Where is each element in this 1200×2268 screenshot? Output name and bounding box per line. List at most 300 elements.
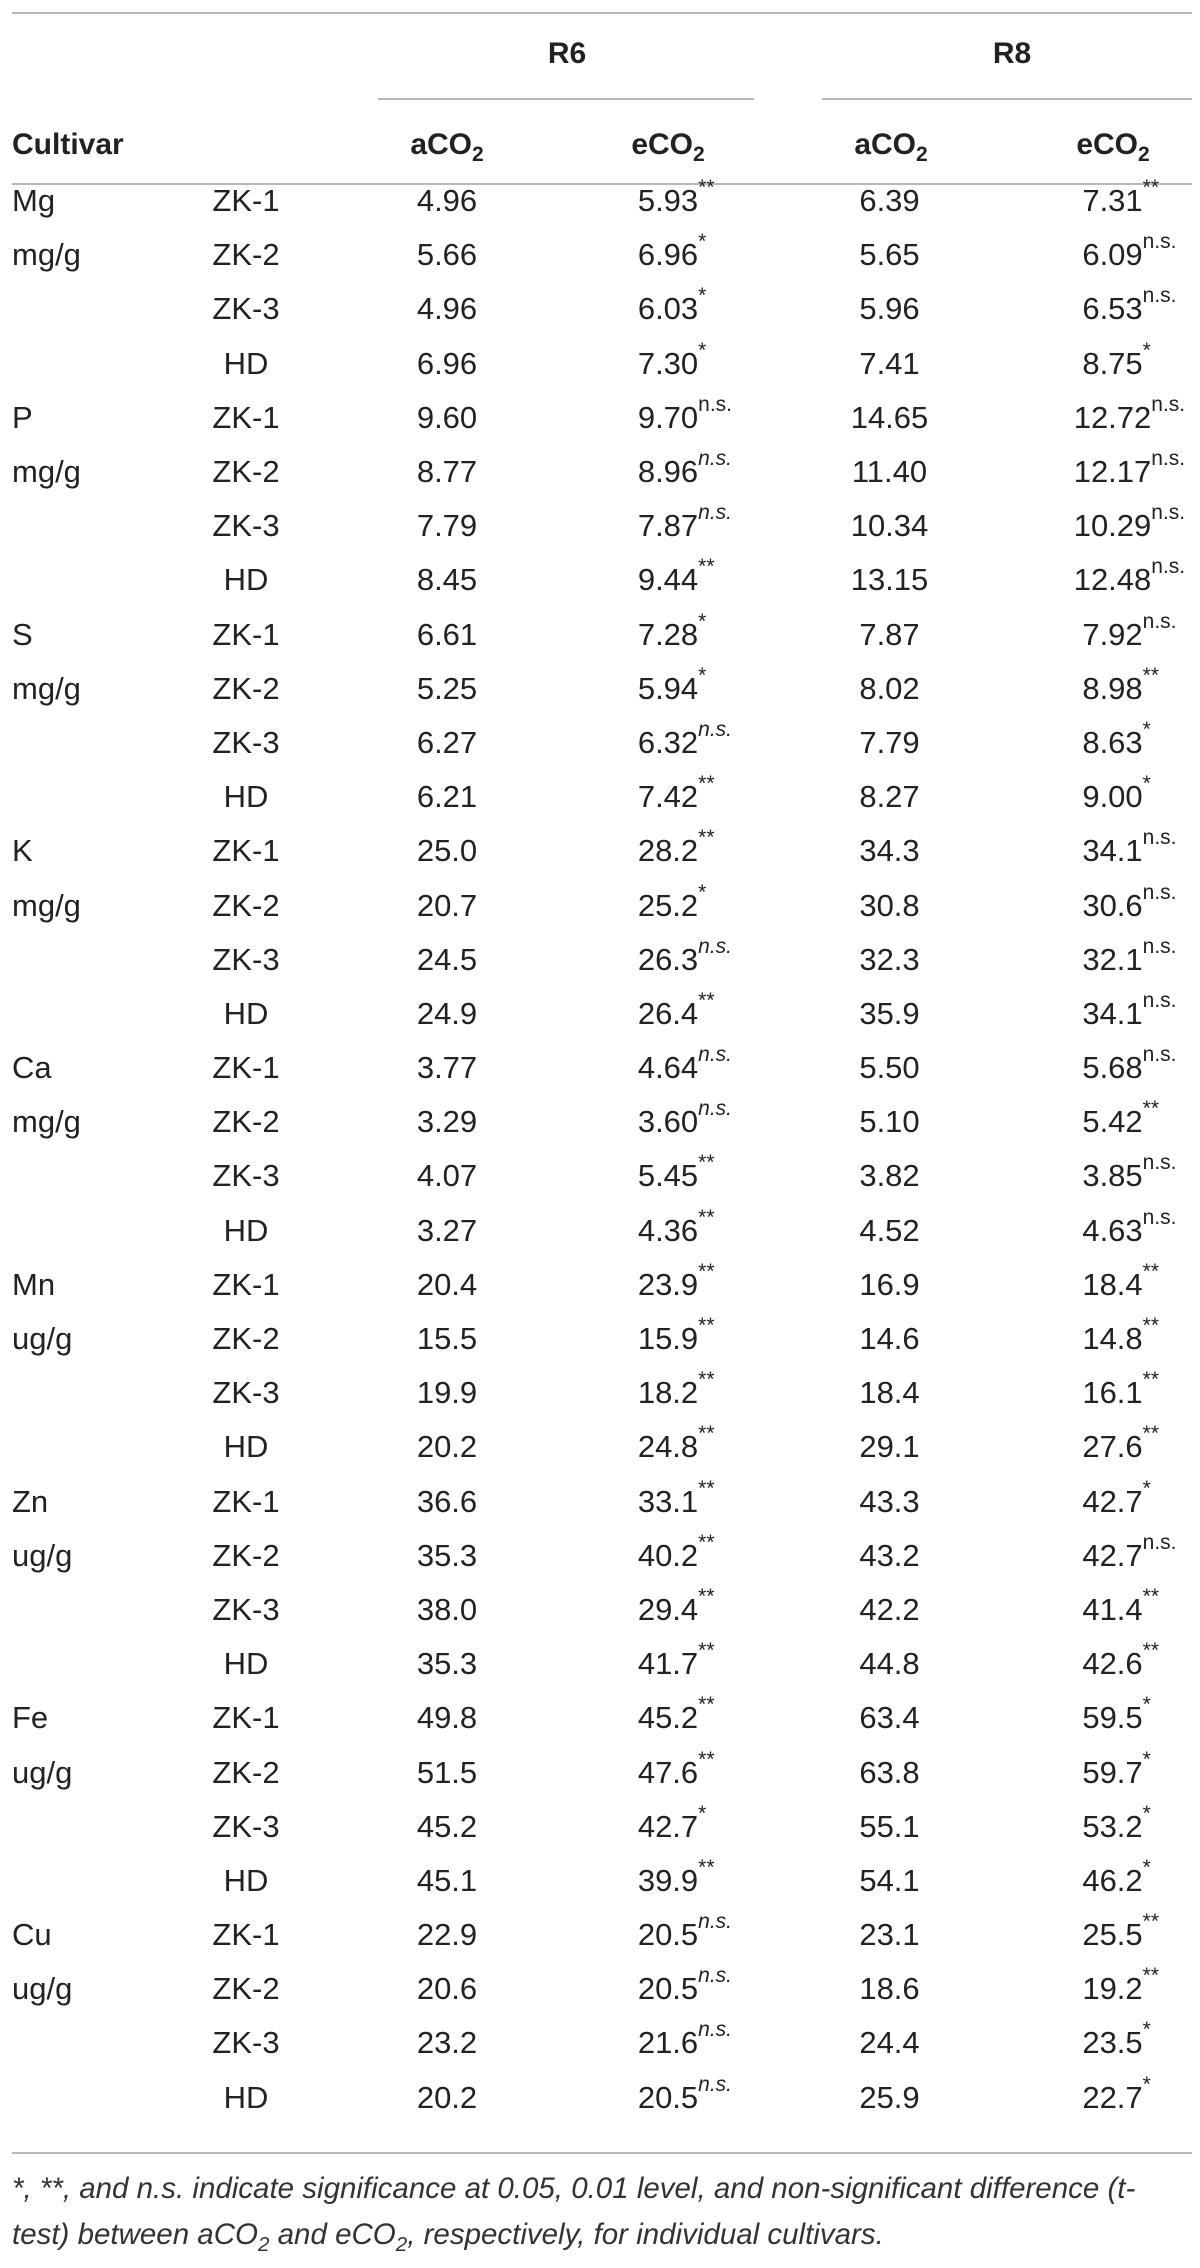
r8-eco2-cell <box>1025 282 1200 336</box>
r8-significance-mark: ** <box>1142 1964 1160 1988</box>
r8-eco2-value: 4.63 <box>1082 1212 1143 1248</box>
r8-significance-mark: n.s. <box>1142 609 1177 633</box>
r6-eco2-cell <box>582 2071 754 2125</box>
nutrient-cell <box>0 2016 180 2070</box>
r8-eco2-cell <box>1025 1420 1200 1474</box>
nutrient-cell <box>0 499 180 553</box>
r8-aco2-cell: 10.34 <box>850 508 929 544</box>
r8-eco2-cell <box>1025 1041 1200 1095</box>
r8-significance-mark: ** <box>1142 1259 1160 1283</box>
r6-aco2-cell: 9.60 <box>416 399 478 435</box>
r6-eco2-value-wrap <box>637 880 707 924</box>
r6-aco2-cell: 36.6 <box>416 1483 478 1519</box>
table-row <box>0 174 1200 228</box>
r8-eco2-value: 5.42 <box>1082 1104 1143 1140</box>
r6-eco2-cell <box>582 1475 754 1529</box>
r8-eco2-cell <box>1025 933 1200 987</box>
r6-significance-mark: ** <box>698 1314 715 1338</box>
r8-eco2-cell <box>1025 2071 1200 2125</box>
r8-significance-mark: n.s. <box>1142 230 1177 254</box>
r8-aco2-cell: 3.82 <box>859 1158 920 1194</box>
r6-aco2-cell: 6.61 <box>416 616 478 652</box>
header-r8-aco2: aCO$_2$ <box>854 128 928 166</box>
r8-eco2-value-wrap <box>1073 501 1186 544</box>
r8-eco2-value-wrap <box>1082 338 1151 382</box>
table-row <box>0 662 1200 716</box>
r6-eco2-cell <box>582 1420 754 1474</box>
r8-eco2-value: 22.7 <box>1082 2079 1143 2115</box>
r6-aco2-cell: 35.3 <box>416 1646 478 1682</box>
r6-eco2-value-wrap <box>637 1584 715 1628</box>
r6-significance-mark: ** <box>698 176 715 200</box>
r6-significance-mark: ** <box>698 1368 715 1392</box>
r6-aco2-cell: 6.21 <box>416 779 478 815</box>
r6-eco2-cell <box>582 662 754 716</box>
r6-aco2-cell: 6.27 <box>416 724 478 760</box>
r6-significance-mark: ** <box>698 1855 715 1879</box>
r6-eco2-value-wrap <box>637 1639 715 1682</box>
r6-eco2-value: 4.36 <box>637 1212 699 1248</box>
table-row <box>0 1529 1200 1583</box>
cultivar-cell: HD <box>223 1429 269 1465</box>
r8-eco2-value-wrap <box>1082 772 1151 815</box>
r6-aco2-cell: 19.9 <box>416 1375 478 1411</box>
r6-eco2-cell <box>582 553 754 607</box>
cultivar-cell: HD <box>223 1862 269 1898</box>
r6-aco2-cell: 5.25 <box>416 670 478 706</box>
r8-eco2-cell <box>1025 499 1200 553</box>
r8-aco2-cell: 42.2 <box>859 1591 920 1627</box>
nutrient-cell: ug/g <box>12 1321 73 1357</box>
r8-significance-mark: n.s. <box>1142 1043 1177 1067</box>
table-bottom-rule <box>12 2152 1192 2154</box>
cultivar-cell: ZK-1 <box>212 1700 280 1736</box>
r6-eco2-value-wrap <box>637 1747 715 1791</box>
r8-eco2-cell <box>1025 1637 1200 1691</box>
r8-aco2-cell: 7.41 <box>859 345 920 381</box>
r8-significance-mark: ** <box>1142 663 1160 687</box>
r8-eco2-value-wrap <box>1073 555 1186 598</box>
table-body <box>0 174 1200 2125</box>
r6-eco2-cell <box>582 1366 754 1420</box>
r6-eco2-value-wrap <box>637 1855 715 1899</box>
table-row <box>0 824 1200 878</box>
r8-eco2-cell <box>1025 1312 1200 1366</box>
r8-eco2-value-wrap <box>1082 1747 1151 1791</box>
r6-eco2-value: 45.2 <box>637 1700 699 1736</box>
cultivar-header: Cultivar <box>12 128 124 161</box>
cultivar-cell: ZK-3 <box>212 1591 280 1627</box>
nutrient-cell: ug/g <box>12 1971 73 2007</box>
r8-eco2-cell <box>1025 662 1200 716</box>
group-header-r8: R8 <box>992 37 1032 70</box>
r6-eco2-cell <box>582 1149 754 1203</box>
r8-eco2-value: 41.4 <box>1082 1591 1143 1627</box>
r8-aco2-cell: 63.8 <box>859 1754 920 1790</box>
r6-aco2-cell: 51.5 <box>416 1754 478 1790</box>
table-row <box>0 1366 1200 1420</box>
r8-eco2-cell <box>1025 2016 1200 2070</box>
r6-eco2-value: 5.94 <box>637 670 699 706</box>
r6-eco2-value-wrap <box>637 447 733 490</box>
r6-significance-mark: * <box>698 880 707 904</box>
cultivar-cell: ZK-1 <box>212 1917 280 1953</box>
cultivar-cell: ZK-3 <box>212 508 280 544</box>
r6-eco2-value-wrap <box>637 1259 715 1303</box>
nutrient-cell: Zn <box>12 1483 49 1519</box>
r8-eco2-value: 46.2 <box>1082 1862 1143 1898</box>
table-row <box>0 1475 1200 1529</box>
r8-eco2-cell <box>1025 1691 1200 1745</box>
r6-eco2-cell <box>582 770 754 824</box>
r8-significance-mark: * <box>1142 717 1151 741</box>
r6-significance-mark: ** <box>698 1584 715 1608</box>
r8-eco2-value: 12.72 <box>1073 399 1152 435</box>
r6-eco2-cell <box>582 987 754 1041</box>
nutrient-cell <box>0 1583 180 1637</box>
cultivar-cell: HD <box>223 345 269 381</box>
r8-eco2-value-wrap <box>1082 880 1177 924</box>
r6-eco2-value: 20.5 <box>637 1917 699 1953</box>
r8-aco2-cell: 5.10 <box>859 1104 920 1140</box>
r6-eco2-value: 21.6 <box>637 2025 699 2061</box>
r6-aco2-cell: 20.6 <box>416 1971 478 2007</box>
r8-eco2-value-wrap <box>1082 1530 1177 1574</box>
r6-eco2-cell <box>582 1637 754 1691</box>
r6-aco2-cell: 24.5 <box>416 941 478 977</box>
r6-eco2-value-wrap <box>637 1693 715 1736</box>
table-row <box>0 987 1200 1041</box>
r6-eco2-value: 5.45 <box>637 1158 699 1194</box>
r6-significance-mark: n.s. <box>698 1043 733 1067</box>
cultivar-cell: ZK-2 <box>212 454 280 490</box>
r8-eco2-value-wrap <box>1082 1151 1177 1194</box>
r6-eco2-value-wrap <box>637 338 707 382</box>
r8-eco2-cell <box>1025 445 1200 499</box>
r8-eco2-cell <box>1025 391 1200 445</box>
r8-eco2-value: 19.2 <box>1082 1971 1143 2007</box>
r8-eco2-cell <box>1025 1095 1200 1149</box>
cultivar-cell: ZK-1 <box>212 183 280 219</box>
r6-eco2-cell <box>582 716 754 770</box>
r6-eco2-cell <box>582 2016 754 2070</box>
r6-eco2-value-wrap <box>637 2072 733 2116</box>
nutrient-cell <box>0 553 180 607</box>
r6-eco2-value-wrap <box>637 934 733 978</box>
r6-significance-mark: ** <box>698 1151 715 1175</box>
r8-eco2-value-wrap <box>1082 609 1177 653</box>
r6-significance-mark: n.s. <box>698 2072 733 2096</box>
r6-eco2-value: 26.3 <box>637 941 699 977</box>
r6-group-rule <box>378 98 754 100</box>
nutrient-cell <box>0 1854 180 1908</box>
r6-eco2-cell <box>582 1204 754 1258</box>
r6-significance-mark: ** <box>698 1476 715 1500</box>
r8-significance-mark: ** <box>1142 1910 1160 1934</box>
r6-significance-mark: ** <box>698 988 715 1012</box>
r8-eco2-value-wrap <box>1082 988 1177 1032</box>
r8-significance-mark: ** <box>1142 1422 1160 1446</box>
r8-aco2-cell: 30.8 <box>859 887 920 923</box>
table-row <box>0 1908 1200 1962</box>
r6-eco2-value: 6.32 <box>637 724 699 760</box>
r8-aco2-cell: 24.4 <box>859 2025 920 2061</box>
r6-eco2-cell <box>582 282 754 336</box>
r6-eco2-value-wrap <box>637 663 707 707</box>
r6-eco2-value-wrap <box>637 1043 733 1086</box>
r8-group-rule <box>822 98 1192 100</box>
r8-eco2-value: 59.7 <box>1082 1754 1143 1790</box>
r8-eco2-value: 8.75 <box>1082 345 1143 381</box>
r8-eco2-value: 32.1 <box>1082 941 1143 977</box>
r8-eco2-value: 25.5 <box>1082 1917 1143 1953</box>
r6-eco2-cell <box>582 228 754 282</box>
nutrient-cell: mg/g <box>12 237 81 273</box>
r8-eco2-value-wrap <box>1082 1097 1160 1140</box>
r6-aco2-cell: 45.1 <box>416 1862 478 1898</box>
r8-eco2-value: 23.5 <box>1082 2025 1143 2061</box>
r6-eco2-cell <box>582 1312 754 1366</box>
r6-aco2-cell: 22.9 <box>416 1917 478 1953</box>
table-row <box>0 716 1200 770</box>
r6-eco2-value-wrap <box>637 284 707 327</box>
r8-eco2-value-wrap <box>1082 2018 1151 2061</box>
nutrient-cell <box>0 716 180 770</box>
table-row <box>0 2016 1200 2070</box>
r6-eco2-value-wrap <box>637 1314 715 1357</box>
r6-significance-mark: ** <box>698 826 715 850</box>
nutrient-cell: mg/g <box>12 1104 81 1140</box>
table-row <box>0 1854 1200 1908</box>
r8-eco2-value-wrap <box>1082 1476 1151 1520</box>
r6-aco2-cell: 49.8 <box>416 1700 478 1736</box>
r8-eco2-value: 14.8 <box>1082 1321 1143 1357</box>
nutrient-cell <box>0 933 180 987</box>
r8-aco2-cell: 14.65 <box>850 399 929 435</box>
cultivar-cell: ZK-2 <box>212 1537 280 1573</box>
r6-eco2-value-wrap <box>637 717 733 761</box>
table-row <box>0 770 1200 824</box>
r6-eco2-value-wrap <box>637 1530 715 1574</box>
group-header-r6: R6 <box>547 37 587 70</box>
r8-significance-mark: ** <box>1142 1314 1160 1338</box>
r8-eco2-value: 8.98 <box>1082 670 1143 706</box>
r6-aco2-cell: 35.3 <box>416 1537 478 1573</box>
cultivar-cell: ZK-3 <box>212 1808 280 1844</box>
table-row <box>0 1637 1200 1691</box>
r6-eco2-value-wrap <box>637 826 715 869</box>
r8-eco2-value: 16.1 <box>1082 1375 1143 1411</box>
r8-aco2-cell: 35.9 <box>859 995 920 1031</box>
r6-eco2-cell <box>582 337 754 391</box>
r6-eco2-cell <box>582 391 754 445</box>
r8-eco2-value: 6.53 <box>1082 291 1143 327</box>
nutrient-cell: Cu <box>12 1917 52 1953</box>
r6-eco2-value-wrap <box>637 1205 715 1249</box>
r8-significance-mark: ** <box>1142 176 1160 200</box>
nutrient-cell <box>0 1420 180 1474</box>
table-row <box>0 282 1200 336</box>
r8-aco2-cell: 5.96 <box>859 291 920 327</box>
r6-eco2-value-wrap <box>637 1476 715 1520</box>
r6-aco2-cell: 23.2 <box>416 2025 478 2061</box>
cultivar-cell: ZK-1 <box>212 833 280 869</box>
nutrient-cell: ug/g <box>12 1754 73 1790</box>
r8-eco2-value: 27.6 <box>1082 1429 1143 1465</box>
cultivar-cell: ZK-1 <box>212 399 280 435</box>
table-row <box>0 1258 1200 1312</box>
r6-eco2-value: 42.7 <box>637 1808 699 1844</box>
cultivar-cell: ZK-3 <box>212 291 280 327</box>
nutrient-cell: mg/g <box>12 887 81 923</box>
r6-eco2-cell <box>582 933 754 987</box>
r8-eco2-value-wrap <box>1082 1964 1160 2007</box>
r6-eco2-cell <box>582 1962 754 2016</box>
r6-eco2-value-wrap <box>637 392 733 436</box>
r8-significance-mark: * <box>1142 338 1151 362</box>
r6-eco2-value: 20.5 <box>637 2079 699 2115</box>
nutrient-cell: S <box>12 616 33 652</box>
nutrient-cell: Ca <box>12 1050 52 1086</box>
r6-eco2-value-wrap <box>637 772 715 815</box>
r8-eco2-value-wrap <box>1082 1422 1160 1465</box>
r8-eco2-value: 42.7 <box>1082 1483 1143 1519</box>
r6-eco2-cell <box>582 1041 754 1095</box>
r6-eco2-value: 40.2 <box>637 1537 699 1573</box>
r8-aco2-cell: 34.3 <box>859 833 920 869</box>
r8-eco2-cell <box>1025 1583 1200 1637</box>
cultivar-cell: HD <box>223 1646 269 1682</box>
r8-significance-mark: * <box>1142 1693 1151 1717</box>
r6-significance-mark: n.s. <box>698 447 733 471</box>
r8-aco2-cell: 13.15 <box>850 562 929 598</box>
top-rule <box>12 12 1192 14</box>
r6-eco2-value: 7.87 <box>637 508 699 544</box>
r6-eco2-value: 47.6 <box>637 1754 699 1790</box>
r6-eco2-value: 28.2 <box>637 833 699 869</box>
table-row <box>0 337 1200 391</box>
r8-eco2-value: 30.6 <box>1082 887 1143 923</box>
table-row <box>0 1583 1200 1637</box>
r8-eco2-cell <box>1025 228 1200 282</box>
r6-eco2-value-wrap <box>637 1151 715 1194</box>
r8-significance-mark: n.s. <box>1142 1530 1177 1554</box>
r8-significance-mark: n.s. <box>1151 501 1186 525</box>
r8-eco2-value: 7.31 <box>1082 183 1143 219</box>
r6-aco2-cell: 3.77 <box>416 1050 478 1086</box>
r8-eco2-cell <box>1025 1149 1200 1203</box>
r8-aco2-cell: 8.02 <box>859 670 920 706</box>
r6-significance-mark: ** <box>698 1422 715 1446</box>
r8-eco2-cell <box>1025 1529 1200 1583</box>
r6-aco2-cell: 24.9 <box>416 995 478 1031</box>
cultivar-cell: ZK-3 <box>212 1158 280 1194</box>
r8-aco2-cell: 18.4 <box>859 1375 920 1411</box>
r8-eco2-value-wrap <box>1082 1584 1160 1628</box>
r6-eco2-value-wrap <box>637 2018 733 2061</box>
r8-eco2-cell <box>1025 824 1200 878</box>
r6-aco2-cell: 4.96 <box>416 183 478 219</box>
r6-eco2-value: 20.5 <box>637 1971 699 2007</box>
table-row <box>0 1095 1200 1149</box>
r6-eco2-value-wrap <box>637 176 715 219</box>
cultivar-cell: HD <box>223 2079 269 2115</box>
r6-eco2-value: 9.44 <box>637 562 699 598</box>
table-row <box>0 1041 1200 1095</box>
table-row <box>0 228 1200 282</box>
r6-eco2-value-wrap <box>637 1422 715 1465</box>
cultivar-cell: HD <box>223 562 269 598</box>
r8-aco2-cell: 14.6 <box>859 1321 920 1357</box>
r8-aco2-cell: 32.3 <box>859 941 920 977</box>
r8-significance-mark: ** <box>1142 1584 1160 1608</box>
r6-eco2-value-wrap <box>637 501 733 544</box>
r6-eco2-value: 7.30 <box>637 345 699 381</box>
r6-eco2-value-wrap <box>637 1097 733 1140</box>
nutrient-cell: Mg <box>12 183 56 219</box>
r6-eco2-value-wrap <box>637 1910 733 1953</box>
r6-eco2-cell <box>582 878 754 932</box>
r6-eco2-value: 6.96 <box>637 237 699 273</box>
cultivar-cell: ZK-2 <box>212 1321 280 1357</box>
r6-eco2-value: 7.28 <box>637 616 699 652</box>
r6-eco2-cell <box>582 1908 754 1962</box>
r8-significance-mark: * <box>1142 1801 1151 1825</box>
r8-significance-mark: n.s. <box>1142 934 1177 958</box>
r6-significance-mark: ** <box>698 1259 715 1283</box>
r6-eco2-value: 4.64 <box>637 1050 699 1086</box>
r6-significance-mark: n.s. <box>698 1964 733 1988</box>
r6-eco2-cell <box>582 608 754 662</box>
r6-eco2-value: 9.70 <box>637 399 699 435</box>
r8-eco2-value-wrap <box>1082 284 1177 327</box>
r6-significance-mark: n.s. <box>698 934 733 958</box>
table-row <box>0 445 1200 499</box>
r8-significance-mark: * <box>1142 2018 1151 2042</box>
r8-eco2-cell <box>1025 608 1200 662</box>
r8-eco2-value: 18.4 <box>1082 1266 1143 1302</box>
r8-eco2-value-wrap <box>1073 392 1186 436</box>
header-r6-aco2: aCO$_2$ <box>410 128 484 166</box>
r8-eco2-value-wrap <box>1082 1855 1151 1899</box>
r6-aco2-cell: 6.96 <box>416 345 478 381</box>
nutrient-cell <box>0 1637 180 1691</box>
r8-eco2-cell <box>1025 1475 1200 1529</box>
footnote: *, **, and n.s. indicate significance at 0.05, 0.01 level, and non-significant difference (t-test) between aCO$_2$ and eCO$_2$, respectively, for individual cultivars. <box>12 2172 1136 2256</box>
r8-aco2-cell: 8.27 <box>859 779 920 815</box>
r8-eco2-cell <box>1025 1908 1200 1962</box>
r8-aco2-cell: 29.1 <box>859 1429 920 1465</box>
r8-eco2-value-wrap <box>1082 1801 1151 1845</box>
r6-eco2-cell <box>582 445 754 499</box>
r6-eco2-value: 5.93 <box>637 183 699 219</box>
cultivar-cell: ZK-2 <box>212 1754 280 1790</box>
r8-significance-mark: n.s. <box>1142 880 1177 904</box>
r6-eco2-value: 24.8 <box>637 1429 699 1465</box>
r6-significance-mark: ** <box>698 1639 715 1663</box>
nutrient-cell: K <box>12 833 33 869</box>
r8-eco2-value-wrap <box>1082 663 1160 707</box>
r8-aco2-cell: 7.87 <box>859 616 920 652</box>
r6-significance-mark: ** <box>698 1530 715 1554</box>
r8-eco2-value: 12.17 <box>1073 454 1152 490</box>
r8-aco2-cell: 43.2 <box>859 1537 920 1573</box>
r6-eco2-value: 33.1 <box>637 1483 699 1519</box>
r6-eco2-value: 8.96 <box>637 454 699 490</box>
r6-aco2-cell: 7.79 <box>416 508 478 544</box>
nutrient-cell <box>0 282 180 336</box>
r6-eco2-value-wrap <box>637 1964 733 2007</box>
